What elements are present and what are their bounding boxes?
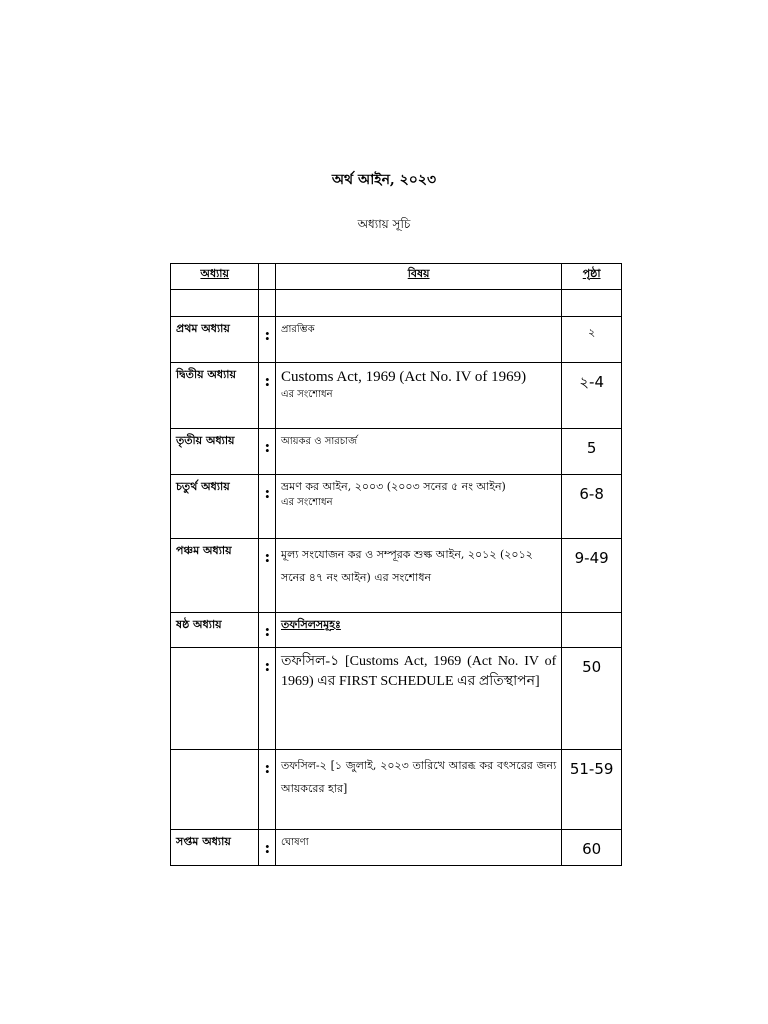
subject-cell [276, 363, 562, 429]
colon-cell: : [259, 317, 276, 363]
blank-cell [171, 290, 259, 317]
table-row [171, 648, 622, 750]
table-row [171, 429, 622, 475]
subject-cell [276, 539, 562, 613]
document-subtitle: অধ্যায় সূচি [357, 217, 411, 231]
colon-cell: : [259, 613, 276, 648]
subject-text: আয়কর ও সারচার্জ [281, 436, 358, 447]
subject-cell [276, 750, 562, 830]
header-page: পৃষ্ঠা [562, 264, 622, 290]
subject-cell [276, 317, 562, 363]
chapter-cell: দ্বিতীয় অধ্যায় [171, 363, 259, 429]
table-row [171, 830, 622, 866]
colon-cell: : [259, 539, 276, 613]
page-cell: ২-4 [562, 363, 622, 429]
blank-cell [562, 290, 622, 317]
header-colon [259, 264, 276, 290]
header-subject: বিষয় [276, 264, 562, 290]
blank-row [171, 290, 622, 317]
subject-subtext: এর সংশোধন [281, 389, 333, 400]
document-title: অর্থ আইন, ২০২৩ [331, 172, 437, 188]
colon-cell: : [259, 830, 276, 866]
page-cell: 6-8 [562, 475, 622, 539]
table-row [171, 750, 622, 830]
blank-cell [276, 290, 562, 317]
colon-cell: : [259, 475, 276, 539]
colon-cell: : [259, 750, 276, 830]
colon-cell: : [259, 363, 276, 429]
colon-cell: : [259, 648, 276, 750]
chapter-cell: প্রথম অধ্যায় [171, 317, 259, 363]
table-row [171, 363, 622, 429]
page-cell: 5 [562, 429, 622, 475]
table-of-contents [170, 263, 622, 866]
subject-cell [276, 429, 562, 475]
subject-text: তফসিল-২ [১ জুলাই, ২০২৩ তারিখে আরব্ধ কর বৎসরের জন্য আয়করের হার] [281, 759, 557, 796]
subject-text: ভ্রমণ কর আইন, ২০০৩ (২০০৩ সনের ৫ নং আইন) [281, 480, 506, 493]
subject-text: তফসিলসমূহঃ [281, 618, 341, 631]
colon-cell: : [259, 429, 276, 475]
page-cell: 50 [562, 648, 622, 750]
table-row [171, 475, 622, 539]
subject-cell [276, 475, 562, 539]
table-row [171, 317, 622, 363]
header-chapter: অধ্যায় [171, 264, 259, 290]
chapter-cell [171, 750, 259, 830]
table-row [171, 539, 622, 613]
page-cell: ২ [562, 317, 622, 363]
chapter-cell: চতুর্থ অধ্যায় [171, 475, 259, 539]
subject-cell [276, 830, 562, 866]
page-cell: 51-59 [562, 750, 622, 830]
subject-cell [276, 648, 562, 750]
subject-cell [276, 613, 562, 648]
subject-text: Customs Act, 1969 (Act No. IV of 1969) [281, 369, 527, 385]
subject-text: মূল্য সংযোজন কর ও সম্পূরক শুল্ক আইন, ২০১২ (২০১২ সনের ৪৭ নং আইন) এর সংশোধন [281, 548, 533, 585]
subject-text: তফসিল-১ [Customs Act, 1969 (Act No. IV of 1969) এর FIRST SCHEDULE এর প্রতিস্থাপন] [281, 654, 557, 689]
chapter-cell: পঞ্চম অধ্যায় [171, 539, 259, 613]
blank-cell [259, 290, 276, 317]
subject-subtext: এর সংশোধন [281, 496, 333, 508]
subject-text: ঘোষণা [281, 837, 309, 848]
subject-text: প্রারম্ভিক [281, 324, 315, 335]
page-cell [562, 613, 622, 648]
page-cell: 60 [562, 830, 622, 866]
chapter-cell: ষষ্ঠ অধ্যায় [171, 613, 259, 648]
page-cell: 9-49 [562, 539, 622, 613]
chapter-cell [171, 648, 259, 750]
chapter-cell: সপ্তম অধ্যায় [171, 830, 259, 866]
chapter-cell: তৃতীয় অধ্যায় [171, 429, 259, 475]
table-row [171, 613, 622, 648]
table-header-row [171, 264, 622, 290]
